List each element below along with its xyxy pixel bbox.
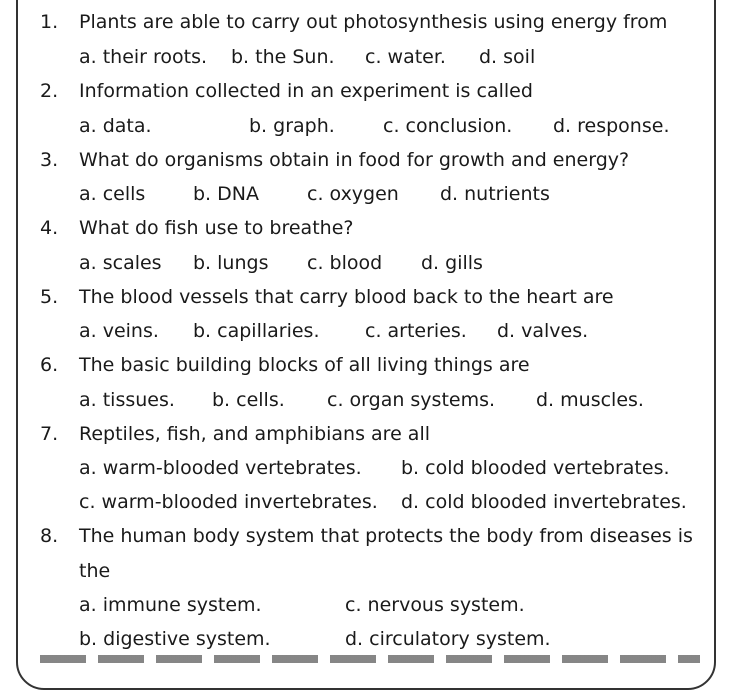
question-number: 7.: [40, 423, 59, 445]
question-text: Plants are able to carry out photosynthesis using energy from: [79, 11, 668, 33]
question-text: Reptiles, fish, and amphibians are all: [79, 423, 431, 445]
option-a: a. veins.: [79, 320, 159, 342]
question-text: Information collected in an experiment is called: [79, 80, 533, 102]
option-a: a. cells: [79, 183, 146, 205]
option-d: d. circulatory system.: [345, 628, 551, 650]
option-c: c. conclusion.: [383, 115, 513, 137]
question-text: What do fish use to breathe?: [79, 217, 354, 239]
option-b: b. cells.: [212, 389, 285, 411]
option-a: a. their roots.: [79, 46, 208, 68]
cropped-next-line: [40, 655, 700, 663]
option-b: b. the Sun.: [231, 46, 335, 68]
option-d: d. gills: [421, 252, 483, 274]
question-number: 4.: [40, 217, 59, 239]
question-number: 1.: [40, 11, 59, 33]
option-b: b. graph.: [249, 115, 335, 137]
option-b: b. digestive system.: [79, 628, 271, 650]
option-d: d. cold blooded invertebrates.: [401, 491, 687, 513]
option-c: c. warm-blooded invertebrates.: [79, 491, 378, 513]
question-text-continuation: the: [79, 560, 111, 582]
option-d: d. valves.: [497, 320, 589, 342]
worksheet-border: [16, 0, 716, 690]
option-a: a. tissues.: [79, 389, 175, 411]
option-c: c. water.: [365, 46, 446, 68]
option-d: d. nutrients: [440, 183, 550, 205]
option-b: b. DNA: [193, 183, 259, 205]
option-b: b. capillaries.: [193, 320, 320, 342]
question-number: 5.: [40, 286, 59, 308]
question-number: 2.: [40, 80, 59, 102]
option-c: c. blood: [307, 252, 383, 274]
option-a: a. warm-blooded vertebrates.: [79, 457, 362, 479]
option-c: c. oxygen: [307, 183, 399, 205]
question-number: 6.: [40, 354, 59, 376]
option-a: a. data.: [79, 115, 152, 137]
option-b: b. lungs: [193, 252, 269, 274]
question-number: 8.: [40, 525, 59, 547]
option-b: b. cold blooded vertebrates.: [401, 457, 670, 479]
option-d: d. muscles.: [536, 389, 644, 411]
option-a: a. scales: [79, 252, 162, 274]
question-text: The blood vessels that carry blood back to the heart are: [79, 286, 614, 308]
option-a: a. immune system.: [79, 594, 262, 616]
question-text: The basic building blocks of all living things are: [79, 354, 530, 376]
option-c: c. nervous system.: [345, 594, 525, 616]
option-d: d. response.: [553, 115, 670, 137]
question-text: The human body system that protects the body from diseases is: [79, 525, 693, 547]
question-text: What do organisms obtain in food for growth and energy?: [79, 149, 630, 171]
option-c: c. organ systems.: [327, 389, 496, 411]
question-number: 3.: [40, 149, 59, 171]
option-c: c. arteries.: [365, 320, 467, 342]
option-d: d. soil: [479, 46, 536, 68]
